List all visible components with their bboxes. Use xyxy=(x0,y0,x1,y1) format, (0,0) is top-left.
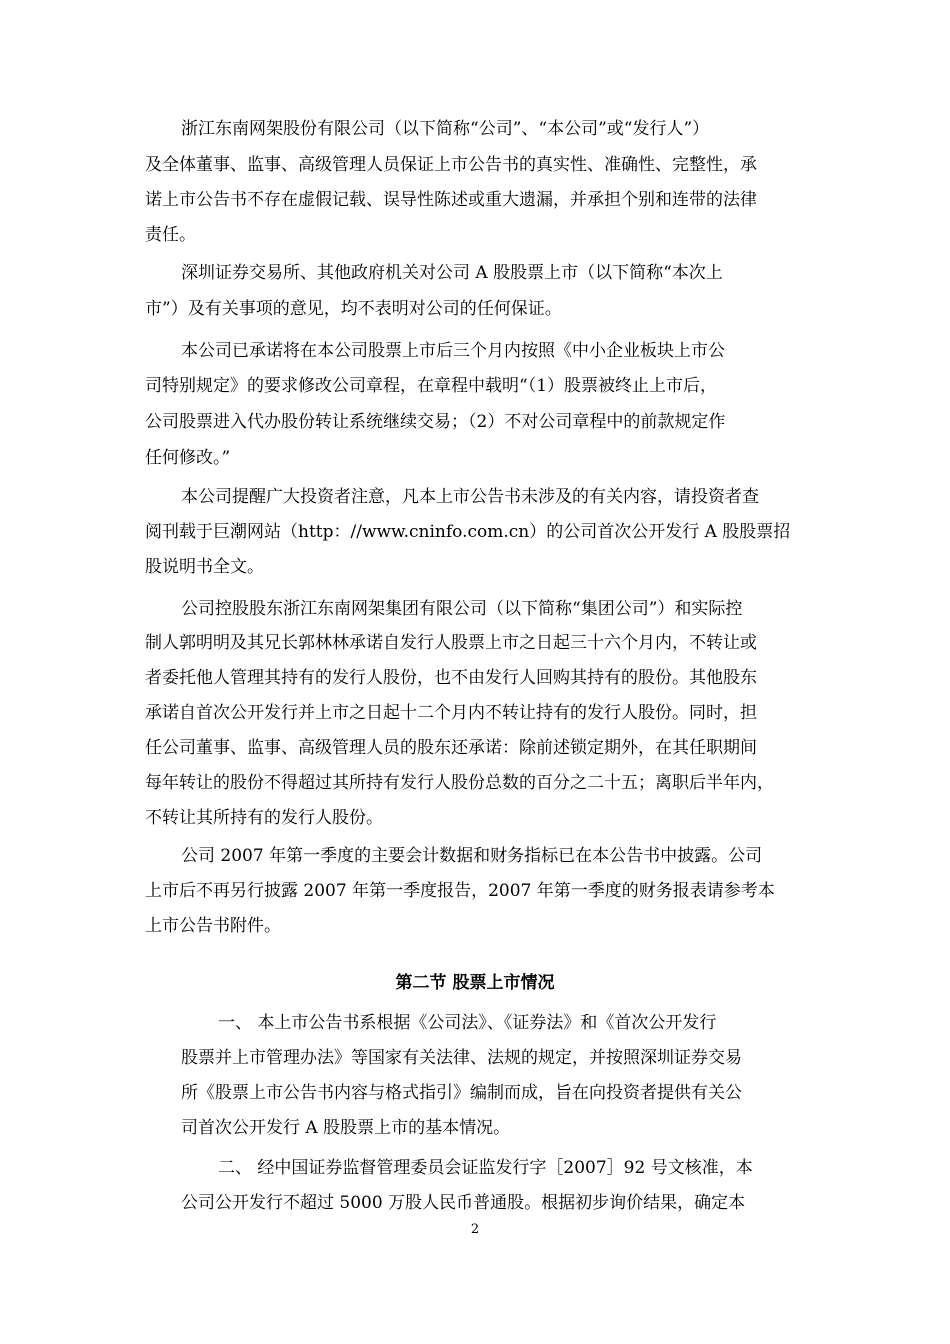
paragraph-6-line: 上市后不再另行披露 2007 年第一季度报告，2007 年第一季度的财务报表请参考本 xyxy=(145,881,775,901)
item-2-line: 二、 经中国证券监督管理委员会证监发行字［2007］92 号文核准，本 xyxy=(218,1158,753,1178)
paragraph-3-line: 本公司已承诺将在本公司股票上市后三个月内按照《中小企业板块上市公 xyxy=(181,341,725,361)
item-1-line: 一、 本上市公告书系根据《公司法》、《证券法》和《首次公开发行 xyxy=(218,1013,717,1033)
paragraph-1-line: 浙江东南网架股份有限公司（以下简称“公司”、“本公司”或“发行人”） xyxy=(181,119,710,139)
paragraph-5-line: 公司控股股东浙江东南网架集团有限公司（以下简称“集团公司”）和实际控 xyxy=(181,599,743,619)
paragraph-1-line: 及全体董事、监事、高级管理人员保证上市公告书的真实性、准确性、完整性，承 xyxy=(145,155,757,175)
paragraph-5-line: 任公司董事、监事、高级管理人员的股东还承诺：除前述锁定期外，在其任职期间 xyxy=(145,738,757,758)
item-1-line: 股票并上市管理办法》等国家有关法律、法规的规定，并按照深圳证券交易 xyxy=(181,1048,742,1068)
item-2-line: 公司公开发行不超过 5000 万股人民币普通股。根据初步询价结果，确定本 xyxy=(181,1193,746,1213)
paragraph-6-line: 公司 2007 年第一季度的主要会计数据和财务指标已在本公告书中披露。公司 xyxy=(181,846,763,866)
paragraph-4-line: 阅刊载于巨潮网站（http：//www.cninfo.com.cn）的公司首次公开发行 A 股股票招 xyxy=(145,522,791,542)
paragraph-3-line: 任何修改。” xyxy=(145,448,231,468)
paragraph-4-line: 本公司提醒广大投资者注意，凡本上市公告书未涉及的有关内容，请投资者查 xyxy=(181,487,759,507)
paragraph-5-line: 每年转让的股份不得超过其所持有发行人股份总数的百分之二十五；离职后半年内， xyxy=(145,773,774,793)
paragraph-5-line: 者委托他人管理其持有的发行人股份，也不由发行人回购其持有的股份。其他股东 xyxy=(145,668,757,688)
paragraph-2-line: 市”）及有关事项的意见，均不表明对公司的任何保证。 xyxy=(145,299,562,319)
paragraph-5-line: 不转让其所持有的发行人股份。 xyxy=(145,808,383,828)
paragraph-2-line: 深圳证券交易所、其他政府机关对公司 A 股股票上市（以下简称“本次上 xyxy=(181,263,723,283)
paragraph-1-line: 责任。 xyxy=(145,225,196,245)
item-1-line: 所《股票上市公告书内容与格式指引》编制而成，旨在向投资者提供有关公 xyxy=(181,1083,742,1103)
paragraph-3-line: 公司股票进入代办股份转让系统继续交易；（2）不对公司章程中的前款规定作 xyxy=(145,412,726,432)
paragraph-6-line: 上市公告书附件。 xyxy=(145,916,281,936)
paragraph-5-line: 承诺自首次公开发行并上市之日起十二个月内不转让持有的发行人股份。同时，担 xyxy=(145,703,757,723)
paragraph-4-line: 股说明书全文。 xyxy=(145,557,264,577)
paragraph-5-line: 制人郭明明及其兄长郭林林承诺自发行人股票上市之日起三十六个月内，不转让或 xyxy=(145,633,757,653)
paragraph-1-line: 诺上市公告书不存在虚假记载、误导性陈述或重大遗漏，并承担个别和连带的法律 xyxy=(145,190,757,210)
page-number: 2 xyxy=(470,1222,480,1237)
item-1-line: 司首次公开发行 A 股股票上市的基本情况。 xyxy=(181,1118,511,1138)
paragraph-3-line: 司特别规定》的要求修改公司章程，在章程中载明“（1）股票被终止上市后， xyxy=(145,376,718,396)
section-heading: 第二节 股票上市情况 xyxy=(395,973,555,993)
